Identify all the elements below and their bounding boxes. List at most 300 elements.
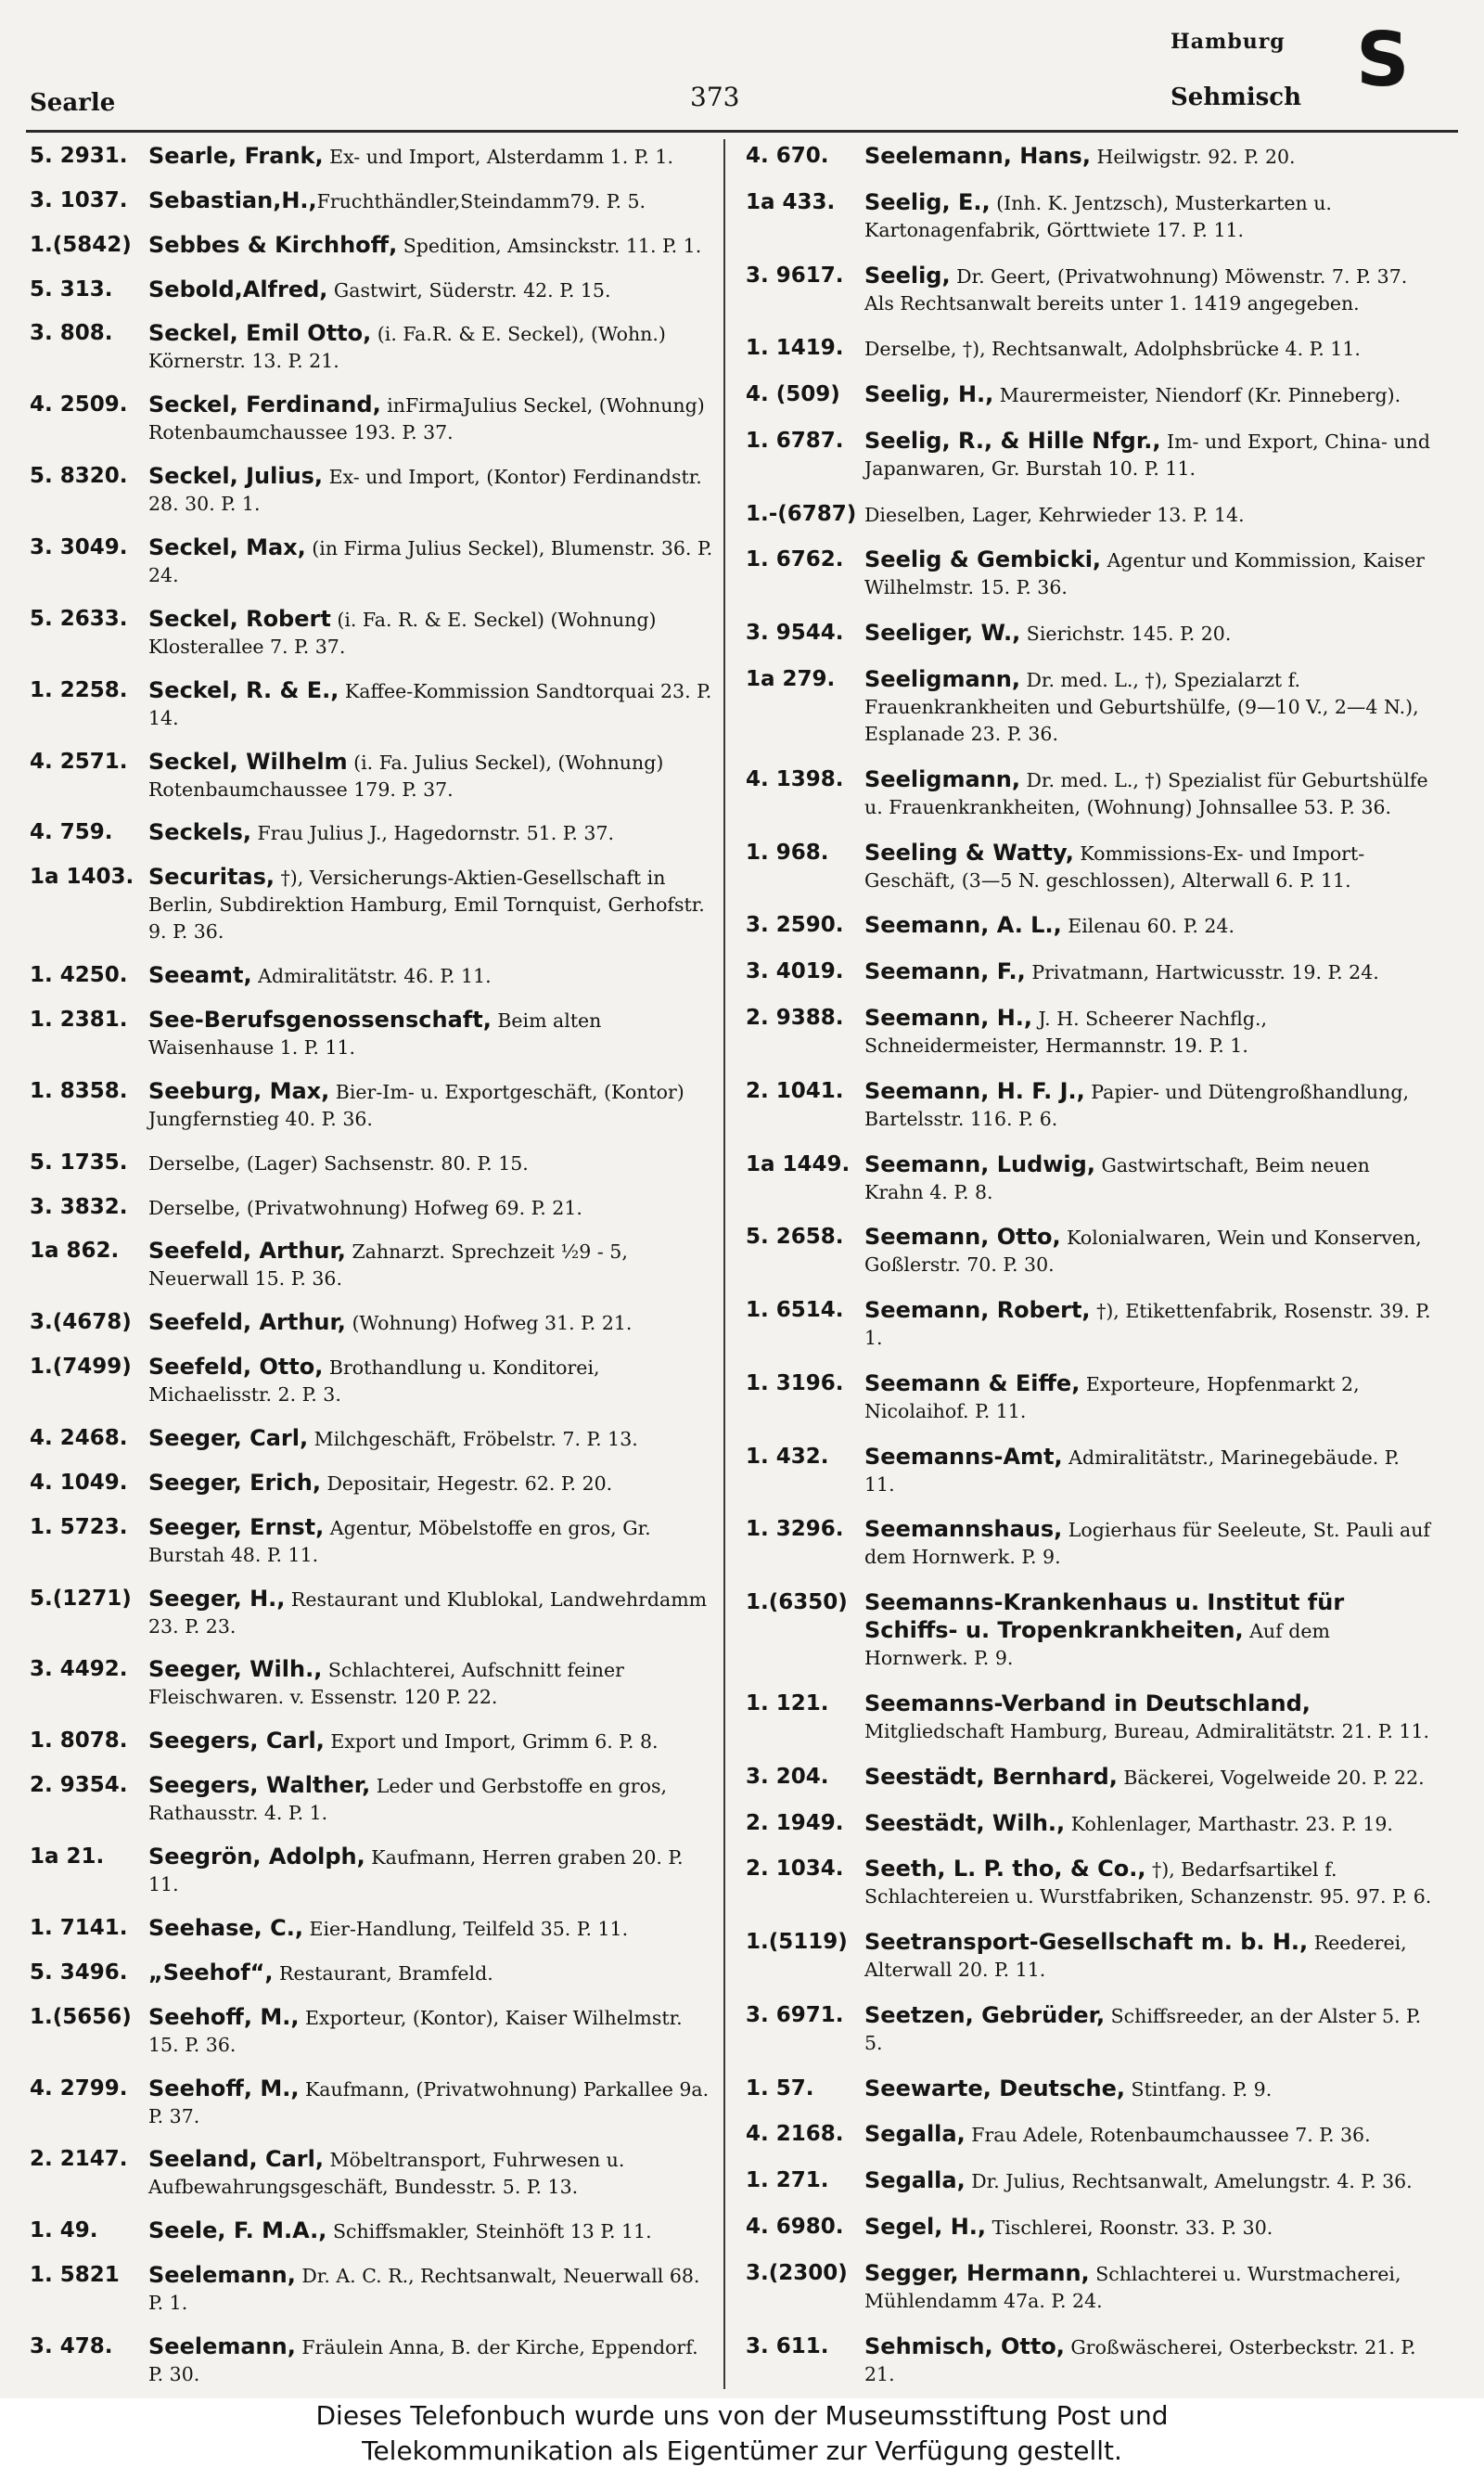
entry-text	[864, 1589, 1432, 1672]
subscriber-details: Fruchthändler,Steindamm79. P. 5.	[316, 189, 646, 212]
directory-entry	[30, 1238, 716, 1292]
entry-text	[148, 2075, 716, 2130]
phone-number: 3. 9617.	[746, 263, 844, 288]
subscriber-details: Derselbe, (Privatwohnung) Hofweg 69. P. 21.	[148, 1196, 582, 1219]
directory-entry	[746, 2214, 1432, 2242]
entry-text	[148, 1194, 716, 1222]
subscriber-name: Seckels,	[148, 819, 252, 846]
subscriber-name: Seefeld, Arthur,	[148, 1309, 346, 1336]
directory-entry	[30, 187, 716, 215]
subscriber-name: Seestädt, Wilh.,	[864, 1809, 1066, 1836]
subscriber-name: Seeth, L. P. tho, & Co.,	[864, 1856, 1146, 1882]
directory-entry	[746, 335, 1432, 363]
phone-number: 3. 4492.	[30, 1657, 128, 1682]
directory-entry	[30, 1915, 716, 1943]
subscriber-name: Seeland, Carl,	[148, 2146, 324, 2173]
directory-entry	[746, 1005, 1432, 1060]
directory-entry	[30, 143, 716, 171]
subscriber-details: Kaufmann, Herren graben 20. P. 11.	[148, 1846, 684, 1896]
phone-number: 4. 670.	[746, 144, 829, 168]
directory-entry	[30, 962, 716, 990]
directory-entry	[746, 501, 1432, 529]
entry-text	[864, 1810, 1432, 1838]
subscriber-name: See-Berufsgenossenschaft,	[148, 1007, 492, 1034]
subscriber-details: Zahnarzt. Sprechzeit ½9 - 5, Neuerwall 15. P. 36.	[148, 1240, 628, 1291]
phone-number: 5. 313.	[30, 276, 113, 302]
subscriber-details: (i. Fa. Julius Seckel), (Wohnung) Rotenbaumchaussee 179. P. 37.	[148, 751, 664, 801]
subscriber-name: Seemann, A. L.,	[864, 912, 1062, 939]
subscriber-details: Restaurant und Klublokal, Landwehrdamm 23. P. 23.	[148, 1587, 708, 1638]
phone-number: 1. 3196.	[746, 1370, 844, 1395]
directory-entry	[30, 864, 716, 945]
directory-entry	[746, 2260, 1432, 2315]
subscriber-name: Seelig, R., & Hille Nfgr.,	[864, 427, 1161, 454]
directory-entry	[30, 1150, 716, 1177]
phone-number: 3. 6971.	[746, 2002, 844, 2027]
subscriber-details: (i. Fa.R. & E. Seckel), (Wohn.) Körnerstr. 13. P. 21.	[148, 323, 666, 373]
phone-number: 4. 1049.	[30, 1470, 128, 1495]
subscriber-name: Seeburg, Max,	[148, 1077, 330, 1104]
entry-text	[864, 2002, 1432, 2057]
entry-text	[864, 2260, 1432, 2315]
entry-text	[864, 1764, 1432, 1792]
entry-text	[864, 1516, 1432, 1571]
phone-number: 3. 1037.	[30, 187, 128, 212]
entry-text	[148, 819, 716, 847]
subscriber-name: Seeligmann,	[864, 666, 1020, 693]
entry-text	[148, 463, 716, 518]
subscriber-name: Seckel, Ferdinand,	[148, 392, 381, 418]
phone-number: 4. 1398.	[746, 766, 844, 791]
subscriber-details: Bäckerei, Vogelweide 20. P. 22.	[1117, 1766, 1425, 1789]
entry-text	[148, 1150, 716, 1177]
directory-entry	[30, 1586, 716, 1640]
phone-number: 1a 279.	[746, 667, 836, 692]
phone-number: 1.-(6787)	[746, 501, 857, 526]
directory-entry	[30, 677, 716, 732]
entry-text	[148, 1915, 716, 1943]
subscriber-name: Seemanns-Amt,	[864, 1443, 1063, 1470]
subscriber-details: Privatmann, Hartwicusstr. 19. P. 24.	[1025, 961, 1379, 984]
subscriber-details: Sierichstr. 145. P. 20.	[1020, 623, 1232, 646]
entry-text	[864, 666, 1432, 748]
subscriber-details: Agentur und Kommission, Kaiser Wilhelmstr. 15. P. 36.	[864, 549, 1425, 599]
header-right-keyword: Sehmisch	[1171, 84, 1301, 111]
subscriber-details: Kaufmann, (Privatwohnung) Parkallee 9a. P. 37.	[148, 2077, 710, 2127]
subscriber-details: Fräulein Anna, B. der Kirche, Eppendorf. P. 30.	[148, 2335, 698, 2385]
phone-number: 4. 6980.	[746, 2215, 844, 2239]
subscriber-name: Sebbes & Kirchhoff,	[148, 231, 398, 258]
phone-number: 1. 432.	[746, 1444, 829, 1469]
phone-number: 4. 2571.	[30, 749, 128, 774]
subscriber-details: Leder und Gerbstoffe en gros, Rathausstr. 4. P. 1.	[148, 1775, 667, 1825]
directory-entry	[30, 232, 716, 260]
subscriber-details: Auf dem Hornwerk. P. 9.	[864, 1620, 1330, 1670]
entry-text	[864, 381, 1432, 409]
phone-number: 1. 6787.	[746, 428, 844, 453]
subscriber-details: Export und Import, Grimm 6. P. 8.	[324, 1730, 659, 1754]
subscriber-details: Maurermeister, Niendorf (Kr. Pinneberg).	[993, 384, 1401, 407]
phone-number: 3. 611.	[746, 2333, 829, 2358]
subscriber-name: Seelig, E.,	[864, 188, 991, 215]
subscriber-name: Seemanns-Krankenhaus u. Institut für Schiffs- u. Tropenkrankheiten,	[864, 1589, 1345, 1644]
section-letter: S	[1356, 17, 1410, 103]
entry-text	[864, 546, 1432, 601]
subscriber-details: Admiralitätstr., Marinegebäude. P. 11.	[864, 1446, 1400, 1496]
phone-number: 1. 2258.	[30, 677, 128, 702]
subscriber-details: Ex- und Import, Alsterdamm 1. P. 1.	[323, 146, 673, 168]
subscriber-name: Seemann & Eiffe,	[864, 1369, 1081, 1396]
entry-text	[148, 1354, 716, 1408]
subscriber-name: Seewarte, Deutsche,	[864, 2075, 1126, 2101]
phone-number: 1a 1403.	[30, 865, 134, 890]
subscriber-name: Seemann, H. F. J.,	[864, 1077, 1085, 1104]
subscriber-name: Seeamt,	[148, 962, 252, 989]
entry-text	[148, 2217, 716, 2245]
subscriber-name: Seeger, H.,	[148, 1585, 286, 1612]
subscriber-name: Sebold,Alfred,	[148, 276, 328, 302]
directory-entry	[30, 606, 716, 661]
subscriber-name: Seele, F. M.A.,	[148, 2217, 327, 2244]
phone-number: 2. 9354.	[30, 1773, 128, 1798]
directory-entry	[746, 1690, 1432, 1745]
subscriber-details: Papier- und Dütengroßhandlung, Bartelsstr. 116. P. 6.	[864, 1080, 1409, 1130]
footer-notice	[0, 2398, 1484, 2480]
phone-number: 4. 2799.	[30, 2075, 128, 2101]
directory-entry	[746, 1078, 1432, 1133]
subscriber-details: Mitgliedschaft Hamburg, Bureau, Admiralitätstr. 21. P. 11.	[864, 1719, 1430, 1742]
directory-entry	[30, 2217, 716, 2245]
subscriber-details: Möbeltransport, Fuhrwesen u. Aufbewahrungsgeschäft, Bundesstr. 5. P. 13.	[148, 2149, 625, 2199]
directory-entry	[30, 534, 716, 589]
subscriber-name: Seehoff, M.,	[148, 2075, 300, 2101]
directory-entry	[30, 463, 716, 518]
phone-number: 1. 1419.	[746, 336, 844, 361]
entry-text	[864, 335, 1432, 363]
directory-entry	[30, 749, 716, 803]
subscriber-details: Dr. Julius, Rechtsanwalt, Amelungstr. 4. P. 36.	[965, 2170, 1413, 2193]
directory-entry	[746, 2121, 1432, 2149]
phone-number: 1.(7499)	[30, 1355, 132, 1380]
entry-text	[148, 534, 716, 589]
directory-entry	[746, 1224, 1432, 1279]
subscriber-name: Seeliger, W.,	[864, 620, 1021, 647]
subscriber-name: Seemann, Ludwig,	[864, 1150, 1095, 1177]
phone-number: 4. 2168.	[746, 2122, 844, 2147]
subscriber-details: Derselbe, (Lager) Sachsenstr. 80. P. 15.	[148, 1151, 529, 1175]
header-city: Hamburg	[1171, 30, 1286, 54]
entry-text	[864, 2167, 1432, 2195]
directory-entry	[746, 1589, 1432, 1672]
phone-number: 1.(5842)	[30, 232, 132, 257]
header-left-keyword: Searle	[30, 89, 116, 117]
entry-text	[148, 1309, 716, 1337]
subscriber-details: Eilenau 60. P. 24.	[1061, 915, 1235, 938]
directory-entry	[30, 1194, 716, 1222]
subscriber-details: Großwäscherei, Osterbeckstr. 21. P. 21.	[864, 2335, 1416, 2385]
directory-entry	[30, 1656, 716, 1711]
subscriber-name: Seetransport-Gesellschaft m. b. H.,	[864, 1929, 1309, 1956]
subscriber-details: Im- und Export, China- und Japanwaren, Gr. Burstah 10. P. 11.	[864, 430, 1430, 480]
directory-entry	[746, 1297, 1432, 1352]
entry-text	[864, 1297, 1432, 1352]
subscriber-name: Seefeld, Otto,	[148, 1354, 324, 1381]
directory-entry	[30, 1007, 716, 1061]
subscriber-details: (in Firma Julius Seckel), Blumenstr. 36. P. 24.	[148, 537, 713, 587]
directory-entry	[746, 1151, 1432, 1206]
directory-entry	[30, 1960, 716, 1987]
subscriber-details: †), Etikettenfabrik, Rosenstr. 39. P. 1.	[864, 1300, 1431, 1350]
directory-entry	[746, 1516, 1432, 1571]
phone-number: 4. 759.	[30, 820, 113, 845]
subscriber-name: Seelemann,	[148, 2332, 296, 2359]
subscriber-name: Seelemann, Hans,	[864, 143, 1091, 169]
footer-line-2: Telekommunikation als Eigentümer zur Verfügung gestellt.	[362, 2435, 1122, 2466]
entry-text	[148, 749, 716, 803]
subscriber-details: Gastwirtschaft, Beim neuen Krahn 4. P. 8.	[864, 1153, 1370, 1203]
entry-text	[864, 1370, 1432, 1425]
subscriber-details: (Wohnung) Hofweg 31. P. 21.	[345, 1312, 633, 1335]
entry-text	[864, 1929, 1432, 1984]
entry-text	[148, 1078, 716, 1133]
subscriber-details: †), Versicherungs-Aktien-Gesellschaft in Berlin, Subdirektion Hamburg, Emil Tornquist, Gerhofstr. 9. P. 36.	[148, 867, 705, 944]
subscriber-name: Seegrön, Adolph,	[148, 1844, 365, 1870]
phone-number: 2. 1949.	[746, 1810, 844, 1835]
entry-text	[148, 1007, 716, 1061]
phone-number: 1. 2381.	[30, 1008, 128, 1033]
subscriber-name: Seckel, Wilhelm	[148, 748, 348, 775]
subscriber-details: Kolonialwaren, Wein und Konserven, Goßlerstr. 70. P. 30.	[864, 1227, 1422, 1277]
entry-text	[148, 1772, 716, 1827]
subscriber-name: Seehase, C.,	[148, 1914, 304, 1941]
entry-text	[148, 1728, 716, 1755]
phone-number: 4. 2468.	[30, 1426, 128, 1451]
subscriber-details: †), Bedarfsartikel f. Schlachtereien u. Wurstfabriken, Schanzenstr. 95. 97. P. 6.	[864, 1858, 1432, 1908]
directory-entry	[30, 1728, 716, 1755]
header-rule	[26, 130, 1458, 133]
entry-text	[148, 962, 716, 990]
directory-entry	[30, 819, 716, 847]
directory-entry	[30, 1309, 716, 1337]
subscriber-name: Seeger, Wilh.,	[148, 1656, 323, 1683]
directory-entry	[746, 958, 1432, 986]
entry-text	[864, 263, 1432, 317]
directory-entry	[746, 1444, 1432, 1498]
entry-text	[148, 2333, 716, 2388]
phone-number: 1. 5821	[30, 2263, 120, 2288]
entry-text	[148, 1470, 716, 1497]
phone-number: 1. 57.	[746, 2075, 814, 2101]
subscriber-details: Bier-Im- u. Exportgeschäft, (Kontor) Jungfernstieg 40. P. 36.	[148, 1080, 684, 1130]
entry-text	[864, 620, 1432, 648]
entry-text	[148, 392, 716, 446]
subscriber-details: Kohlenlager, Marthastr. 23. P. 19.	[1065, 1812, 1393, 1835]
subscriber-name: Seehoff, M.,	[148, 2003, 300, 2030]
subscriber-details: (Inh. K. Jentzsch), Musterkarten u. Kartonagenfabrik, Görttwiete 17. P. 11.	[864, 191, 1332, 241]
subscriber-name: Seeligmann,	[864, 765, 1020, 792]
phone-number: 3. 2590.	[746, 913, 844, 938]
directory-entry	[746, 1929, 1432, 1984]
subscriber-details: Kaffee-Kommission Sandtorquai 23. P. 14.	[148, 679, 712, 729]
subscriber-name: Seetzen, Gebrüder,	[864, 2001, 1106, 2028]
subscriber-name: Seckel, Emil Otto,	[148, 320, 372, 347]
subscriber-details: Gastwirt, Süderstr. 42. P. 15.	[327, 278, 611, 302]
subscriber-details: Exporteure, Hopfenmarkt 2, Nicolaihof. P. 11.	[864, 1372, 1360, 1422]
subscriber-details: Schlachterei u. Wurstmacherei, Mühlendamm 47a. P. 24.	[864, 2262, 1401, 2312]
entry-text	[864, 143, 1432, 171]
subscriber-details: Reederei, Alterwall 20. P. 11.	[864, 1932, 1407, 1982]
phone-number: 4. 2509.	[30, 392, 128, 418]
subscriber-details: Admiralitätstr. 46. P. 11.	[251, 965, 492, 988]
phone-number: 3. 204.	[746, 1764, 829, 1789]
phone-number: 1. 8078.	[30, 1728, 128, 1754]
directory-entry	[30, 1514, 716, 1569]
subscriber-details: Beim alten Waisenhause 1. P. 11.	[148, 1009, 602, 1060]
directory-entry	[746, 1810, 1432, 1838]
entry-text	[148, 1960, 716, 1987]
phone-number: 2. 1034.	[746, 1857, 844, 1882]
entry-text	[148, 143, 716, 171]
entry-text	[148, 1656, 716, 1711]
entry-text	[148, 677, 716, 732]
subscriber-name: Seemann, H.,	[864, 1004, 1033, 1031]
subscriber-details: (i. Fa. R. & E. Seckel) (Wohnung) Klosterallee 7. P. 37.	[148, 608, 657, 658]
subscriber-details: Schiffsmakler, Steinhöft 13 P. 11.	[326, 2220, 652, 2243]
phone-number: 1.(5656)	[30, 2004, 132, 2029]
subscriber-name: Seeger, Erich,	[148, 1469, 321, 1496]
phone-number: 1. 6514.	[746, 1298, 844, 1323]
phone-number: 4. (509)	[746, 382, 840, 407]
phone-number: 1a 1449.	[746, 1151, 851, 1176]
directory-entry	[30, 1078, 716, 1133]
subscriber-name: Seeger, Carl,	[148, 1425, 309, 1452]
subscriber-details: Agentur, Möbelstoffe en gros, Gr. Burstah 48. P. 11.	[148, 1516, 651, 1566]
right-column	[746, 143, 1432, 2388]
entry-text	[148, 320, 716, 375]
subscriber-details: Dr. A. C. R., Rechtsanwalt, Neuerwall 68. P. 1.	[148, 2265, 700, 2315]
directory-entry	[30, 276, 716, 304]
phone-number: 5. 8320.	[30, 464, 128, 489]
directory-entry	[30, 2004, 716, 2059]
entry-text	[864, 2075, 1432, 2103]
entry-text	[864, 958, 1432, 986]
subscriber-name: Seemann, Otto,	[864, 1224, 1061, 1251]
subscriber-details: Tischlerei, Roonstr. 33. P. 30.	[986, 2217, 1273, 2239]
left-column	[30, 143, 716, 2388]
directory-entry	[746, 189, 1432, 244]
subscriber-details: Brothandlung u. Konditorei, Michaelisstr. 2. P. 3.	[148, 1356, 600, 1407]
phone-number: 5. 2658.	[746, 1225, 844, 1250]
subscriber-name: Seckel, R. & E.,	[148, 676, 339, 703]
phone-number: 1a 21.	[30, 1844, 105, 1870]
subscriber-details: Exporteur, (Kontor), Kaiser Wilhelmstr. 15. P. 36.	[148, 2006, 683, 2056]
directory-entry	[746, 2002, 1432, 2057]
subscriber-details: Milchgeschäft, Fröbelstr. 7. P. 13.	[308, 1428, 638, 1451]
entry-text	[864, 2121, 1432, 2149]
directory-entry	[30, 1772, 716, 1827]
directory-entry	[746, 546, 1432, 601]
directory-entry	[746, 381, 1432, 409]
entry-text	[864, 2333, 1432, 2388]
phone-number: 1a 862.	[30, 1239, 120, 1264]
directory-entry	[746, 666, 1432, 748]
page-number: 373	[690, 82, 740, 112]
subscriber-name: Seegers, Walther,	[148, 1772, 371, 1799]
subscriber-details: Frau Adele, Rotenbaumchaussee 7. P. 36.	[965, 2124, 1371, 2147]
subscriber-name: Segel, H.,	[864, 2214, 987, 2240]
subscriber-name: Segger, Hermann,	[864, 2259, 1090, 2286]
subscriber-details: Schlachterei, Aufschnitt feiner Fleischwaren. v. Essenstr. 120 P. 22.	[148, 1659, 624, 1709]
directory-entry	[746, 1370, 1432, 1425]
subscriber-name: Segalla,	[864, 2121, 966, 2148]
subscriber-name: Seelig,	[864, 262, 951, 289]
phone-number: 1. 49.	[30, 2218, 98, 2243]
subscriber-name: „Seehof“,	[148, 1959, 274, 1985]
subscriber-details: Dr. med. L., †), Spezialarzt f. Frauenkrankheiten und Geburtshülfe, (9—10 V., 2—4 N.), Esplanade 23. P. 36.	[864, 669, 1419, 746]
entry-text	[148, 1844, 716, 1898]
phone-number: 3. 3832.	[30, 1194, 128, 1219]
phone-number: 1a 433.	[746, 189, 836, 214]
subscriber-details: Logierhaus für Seeleute, St. Pauli auf dem Hornwerk. P. 9.	[864, 1519, 1430, 1569]
entry-text	[148, 2262, 716, 2317]
directory-entry	[30, 320, 716, 375]
directory-entry	[746, 2333, 1432, 2388]
phone-number: 5. 3496.	[30, 1960, 128, 1985]
phone-number: 3. 808.	[30, 321, 113, 346]
subscriber-name: Seckel, Max,	[148, 534, 306, 561]
subscriber-details: Heilwigstr. 92. P. 20.	[1090, 146, 1296, 168]
phone-number: 1. 3296.	[746, 1517, 844, 1542]
directory-entry	[746, 620, 1432, 648]
subscriber-details: J. H. Scheerer Nachflg., Schneidermeister, Hermannstr. 19. P. 1.	[864, 1007, 1268, 1057]
directory-entry	[746, 840, 1432, 894]
entry-text	[148, 1238, 716, 1292]
phone-number: 1.(5119)	[746, 1930, 848, 1955]
entry-text	[148, 2004, 716, 2059]
phone-number: 5.(1271)	[30, 1586, 132, 1611]
subscriber-name: Seegers, Carl,	[148, 1728, 325, 1754]
directory-entry	[746, 143, 1432, 171]
subscriber-details: Dr. med. L., †) Spezialist für Geburtshülfe u. Frauenkrankheiten, (Wohnung) Johnsallee 53. P. 36.	[864, 768, 1428, 818]
subscriber-details: Depositair, Hegestr. 62. P. 20.	[320, 1471, 613, 1495]
entry-text	[148, 276, 716, 304]
entry-text	[148, 606, 716, 661]
subscriber-details: Restaurant, Bramfeld.	[273, 1961, 493, 1985]
entry-text	[864, 1690, 1432, 1745]
entry-text	[148, 1514, 716, 1569]
entry-text	[864, 1151, 1432, 1206]
subscriber-name: Seemannshaus,	[864, 1516, 1063, 1543]
phone-number: 2. 9388.	[746, 1005, 844, 1030]
subscriber-name: Seeling & Watty,	[864, 839, 1074, 866]
footer-line-1: Dieses Telefonbuch wurde uns von der Museumsstiftung Post und	[315, 2400, 1169, 2431]
directory-entry	[30, 392, 716, 446]
phone-number: 1. 8358.	[30, 1078, 128, 1103]
phone-number: 5. 1735.	[30, 1150, 128, 1175]
subscriber-name: Seemanns-Verband in Deutschland,	[864, 1690, 1311, 1716]
subscriber-name: Seemann, Robert,	[864, 1297, 1091, 1324]
entry-text	[864, 1078, 1432, 1133]
phone-number: 1. 121.	[746, 1690, 829, 1715]
subscriber-name: Sehmisch, Otto,	[864, 2332, 1065, 2359]
phone-number: 1. 7141.	[30, 1915, 128, 1940]
directory-entry	[746, 1764, 1432, 1792]
phone-number: 5. 2633.	[30, 606, 128, 631]
phone-number: 3. 4019.	[746, 959, 844, 984]
subscriber-details: Spedition, Amsinckstr. 11. P. 1.	[397, 234, 702, 257]
entry-text	[864, 428, 1432, 482]
subscriber-details: Schiffsreeder, an der Alster 5. P. 5.	[864, 2004, 1422, 2054]
